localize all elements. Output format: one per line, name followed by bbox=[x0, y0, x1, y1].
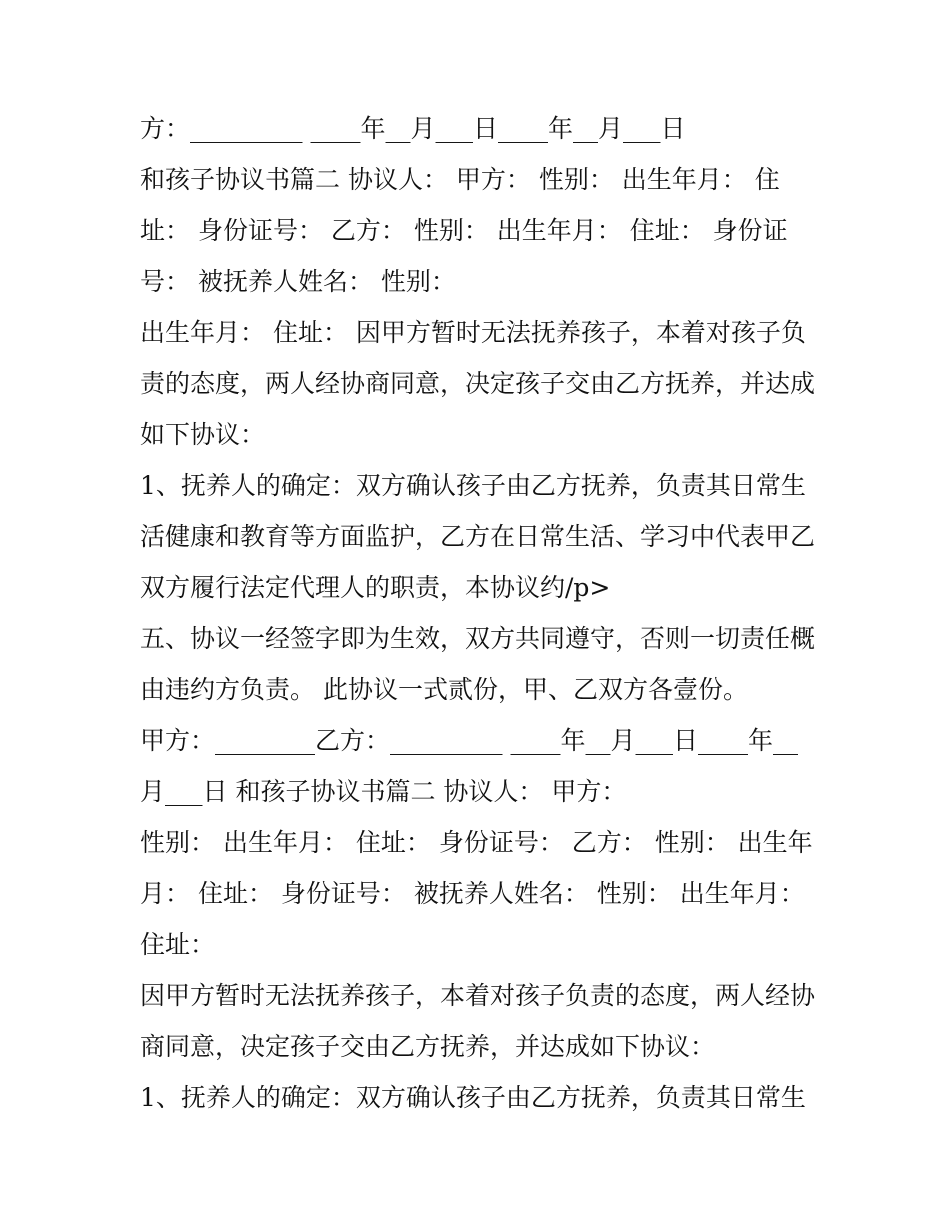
text-line: 如下协议： bbox=[140, 420, 266, 449]
text-line: 号： 被抚养人姓名： 性别： bbox=[140, 267, 456, 296]
text-line: 和孩子协议书篇二 协议人： 甲方： 性别： 出生年月： 住 bbox=[140, 165, 780, 194]
text-line: 商同意，决定孩子交由乙方抚养，并达成如下协议： bbox=[140, 1032, 716, 1061]
text-line: 方：_________ ____年__月___日____年__月___日 bbox=[140, 114, 686, 143]
text-line: 住址： bbox=[140, 930, 216, 959]
text-line: 出生年月： 住址： 因甲方暂时无法抚养孩子，本着对孩子负 bbox=[140, 318, 806, 347]
text-line: 双方履行法定代理人的职责，本协议约/p> bbox=[140, 573, 611, 602]
text-line: 甲方：________乙方：_________ ____年__月___日____年__ bbox=[140, 726, 798, 755]
text-line: 月： 住址： 身份证号： 被抚养人姓名： 性别： 出生年月： bbox=[140, 879, 805, 908]
text-line: 由违约方负责。 此协议一式贰份，甲、乙双方各壹份。 bbox=[140, 675, 748, 704]
document-body bbox=[140, 103, 830, 1123]
text-line: 月___日 和孩子协议书篇二 协议人： 甲方： bbox=[140, 777, 627, 806]
text-line: 活健康和教育等方面监护，乙方在日常生活、学习中代表甲乙 bbox=[140, 522, 816, 551]
text-line: 址： 身份证号： 乙方： 性别： 出生年月： 住址： 身份证 bbox=[140, 216, 788, 245]
text-line: 五、协议一经签字即为生效，双方共同遵守，否则一切责任概 bbox=[140, 624, 816, 653]
text-line: 性别： 出生年月： 住址： 身份证号： 乙方： 性别： 出生年 bbox=[140, 828, 813, 857]
text-line: 1、抚养人的确定：双方确认孩子由乙方抚养，负责其日常生 bbox=[140, 1083, 806, 1112]
text-line: 1、抚养人的确定：双方确认孩子由乙方抚养，负责其日常生 bbox=[140, 471, 806, 500]
text-line: 因甲方暂时无法抚养孩子，本着对孩子负责的态度，两人经协 bbox=[140, 981, 816, 1010]
text-line: 责的态度，两人经协商同意，决定孩子交由乙方抚养，并达成 bbox=[140, 369, 816, 398]
